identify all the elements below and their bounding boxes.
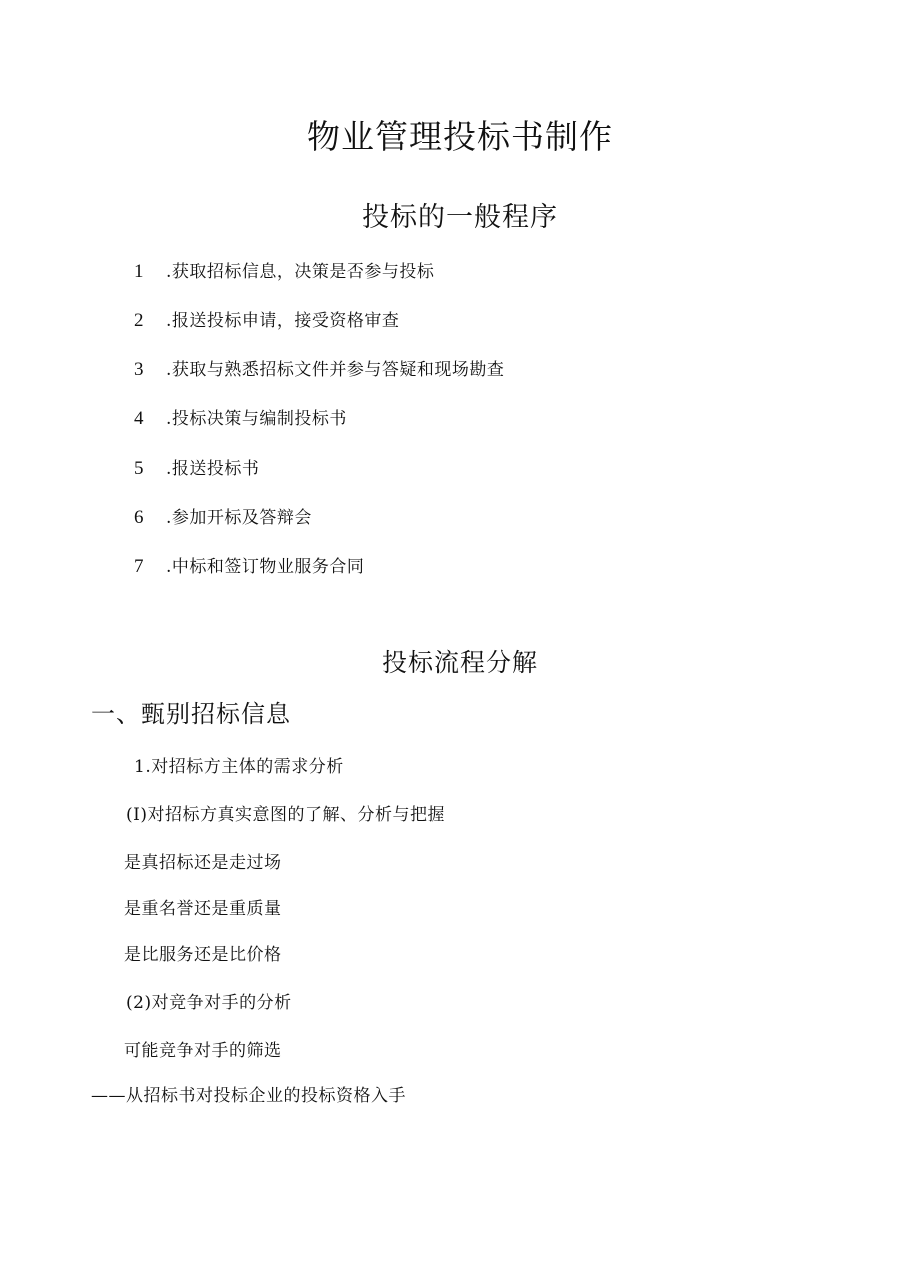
step-number: 4 <box>134 408 144 429</box>
body-line: ——从招标书对投标企业的投标资格入手 <box>91 1086 406 1106</box>
procedure-step <box>134 409 347 428</box>
step-number: 5 <box>134 458 144 479</box>
step-number: 2 <box>134 310 144 331</box>
body-line: (2)对竞争对手的分析 <box>126 993 292 1013</box>
body-line: 是重名誉还是重质量 <box>124 899 282 919</box>
body-line: 是比服务还是比价格 <box>124 945 282 965</box>
step-number: 7 <box>134 556 144 577</box>
step-text: .报送投标书 <box>166 459 260 479</box>
procedure-step <box>134 557 364 576</box>
step-text: .投标决策与编制投标书 <box>166 409 347 429</box>
step-number: 1 <box>134 261 144 282</box>
procedure-step <box>134 262 434 281</box>
body-line: (I)对招标方真实意图的了解、分析与把握 <box>126 805 445 825</box>
procedure-step <box>134 459 259 478</box>
step-text: .报送投标申请，接受资格审查 <box>166 311 400 331</box>
procedure-step <box>134 360 504 379</box>
step-text: .获取与熟悉招标文件并参与答疑和现场勘查 <box>166 360 505 380</box>
section-heading: 一、甄别招标信息 <box>91 700 291 728</box>
body-line: 是真招标还是走过场 <box>124 853 282 873</box>
step-text: .中标和签订物业服务合同 <box>166 557 365 577</box>
procedure-step <box>134 311 399 330</box>
procedure-step <box>134 508 312 527</box>
procedure-subtitle: 投标的一般程序 <box>362 202 558 233</box>
document-title: 物业管理投标书制作 <box>307 117 613 156</box>
step-text: .获取招标信息，决策是否参与投标 <box>166 262 435 282</box>
step-number: 6 <box>134 507 144 528</box>
section-title: 投标流程分解 <box>381 648 538 677</box>
body-line: 可能竞争对手的筛选 <box>124 1041 282 1061</box>
step-number: 3 <box>134 359 144 380</box>
body-line: 1.对招标方主体的需求分析 <box>134 757 344 777</box>
step-text: .参加开标及答辩会 <box>166 508 312 528</box>
